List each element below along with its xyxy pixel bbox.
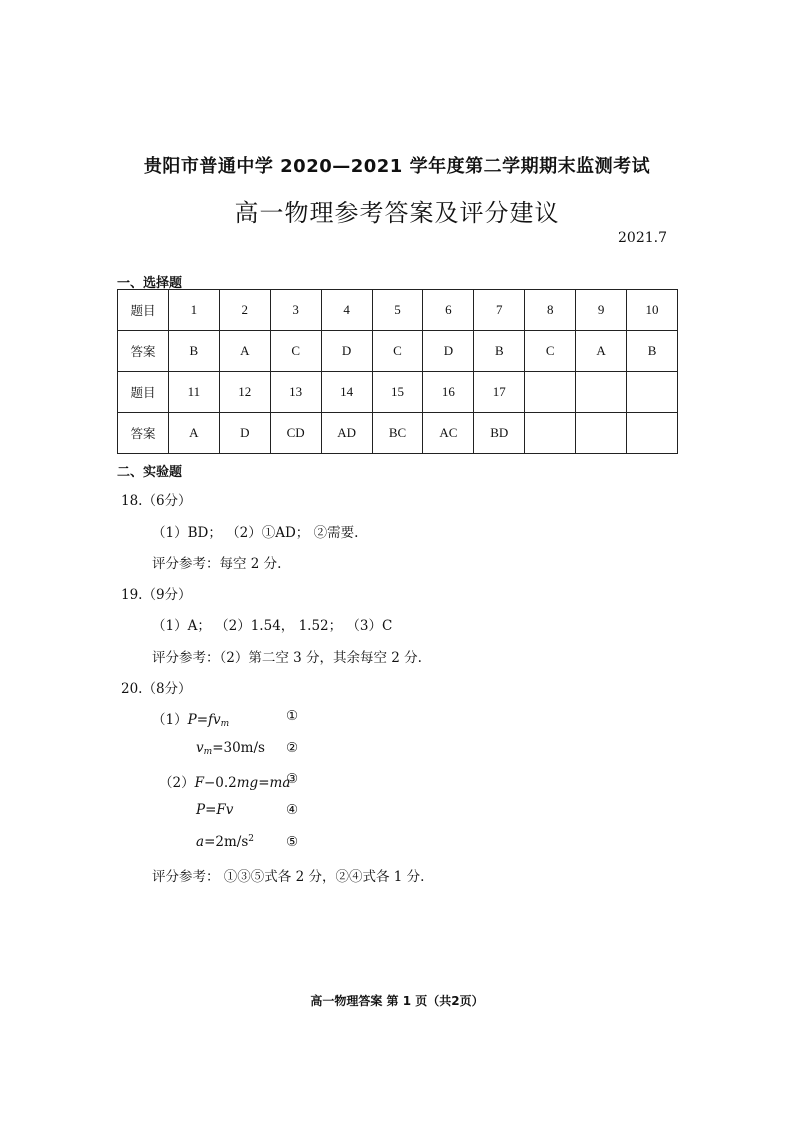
- table-cell: 9: [576, 290, 627, 331]
- symbol-Fv: Fv: [216, 802, 234, 818]
- q20-score: 评分参考： ①③⑤式各 2 分，②④式各 1 分.: [152, 869, 425, 885]
- table-cell: C: [525, 331, 576, 372]
- table-cell: C: [372, 331, 423, 372]
- table-cell: 12: [219, 372, 270, 413]
- table-cell: D: [219, 413, 270, 454]
- table-cell: [627, 372, 678, 413]
- table-cell: 15: [372, 372, 423, 413]
- eq3-mid: −0.2: [203, 775, 237, 791]
- exam-title: 贵阳市普通中学 2020—2021 学年度第二学期期末监测考试: [143, 156, 651, 177]
- table-cell: 8: [525, 290, 576, 331]
- symbol-f: f: [208, 712, 213, 728]
- q18-answer: （1）BD； （2）①AD； ②需要.: [152, 525, 359, 541]
- eq5-rest: =2m/s: [204, 834, 249, 850]
- table-cell: A: [219, 331, 270, 372]
- table-cell: A: [168, 413, 219, 454]
- symbol-ma: ma: [269, 775, 291, 791]
- table-cell: 1: [168, 290, 219, 331]
- equals-sign: =: [205, 802, 217, 818]
- subscript-m: m: [220, 719, 230, 729]
- q19-answer: （1）A； （2）1.54， 1.52； （3）C: [152, 618, 393, 634]
- symbol-mg: mg: [236, 775, 259, 791]
- section-choice-heading: 一、选择题: [117, 276, 183, 291]
- symbol-a: a: [196, 834, 205, 850]
- answer-table: [117, 289, 678, 454]
- table-cell: B: [168, 331, 219, 372]
- symbol-v: v: [196, 740, 204, 756]
- part1-label: （1）: [152, 712, 188, 728]
- eq2-mark: ②: [286, 740, 299, 756]
- eq5-mark: ⑤: [286, 834, 299, 850]
- table-cell: 11: [168, 372, 219, 413]
- q20-eq5: [196, 834, 254, 850]
- table-row: [118, 372, 678, 413]
- table-cell: AC: [423, 413, 474, 454]
- eq3-mark: ③: [286, 771, 299, 787]
- table-cell: 5: [372, 290, 423, 331]
- table-cell: C: [270, 331, 321, 372]
- superscript-2: 2: [248, 834, 254, 844]
- document-date: 2021.7: [618, 230, 667, 246]
- table-cell: 16: [423, 372, 474, 413]
- table-cell: [627, 413, 678, 454]
- table-cell: [576, 413, 627, 454]
- symbol-v: v: [213, 712, 221, 728]
- table-row: [118, 331, 678, 372]
- row-label-question: 题目: [118, 372, 169, 413]
- table-cell: 10: [627, 290, 678, 331]
- q20-eq2: [196, 740, 265, 757]
- symbol-P: P: [196, 802, 206, 818]
- equals-sign: =: [258, 775, 270, 791]
- table-cell: 4: [321, 290, 372, 331]
- table-cell: [525, 413, 576, 454]
- document-subtitle: 高一物理参考答案及评分建议: [234, 199, 560, 227]
- table-row: [118, 290, 678, 331]
- table-cell: AD: [321, 413, 372, 454]
- table-cell: [525, 372, 576, 413]
- q20-title: 20.（8分）: [121, 681, 192, 697]
- part2-label: （2）: [159, 775, 195, 791]
- table-cell: B: [474, 331, 525, 372]
- eq1-mark: ①: [286, 708, 299, 724]
- q20-eq3: [159, 771, 290, 791]
- table-cell: 2: [219, 290, 270, 331]
- table-cell: 13: [270, 372, 321, 413]
- table-cell: B: [627, 331, 678, 372]
- equals-sign: =: [196, 712, 208, 728]
- table-cell: 17: [474, 372, 525, 413]
- table-cell: [576, 372, 627, 413]
- table-cell: 6: [423, 290, 474, 331]
- table-cell: CD: [270, 413, 321, 454]
- subscript-m: m: [203, 747, 213, 757]
- page-footer: 高一物理答案 第 1 页（共2页）: [310, 994, 484, 1008]
- table-cell: D: [321, 331, 372, 372]
- table-cell: 7: [474, 290, 525, 331]
- table-cell: BD: [474, 413, 525, 454]
- table-cell: A: [576, 331, 627, 372]
- q20-eq1: [152, 708, 229, 729]
- row-label-question: 题目: [118, 290, 169, 331]
- row-label-answer: 答案: [118, 331, 169, 372]
- q19-score: 评分参考：（2）第二空 3 分，其余每空 2 分.: [152, 650, 422, 666]
- section-experiment-heading: 二、实验题: [117, 465, 183, 480]
- table-cell: BC: [372, 413, 423, 454]
- table-row: [118, 413, 678, 454]
- q20-eq4: [196, 802, 233, 818]
- q18-title: 18.（6分）: [121, 493, 192, 509]
- symbol-P: P: [187, 712, 197, 728]
- q18-score: 评分参考：每空 2 分.: [152, 556, 282, 572]
- row-label-answer: 答案: [118, 413, 169, 454]
- symbol-F: F: [194, 775, 204, 791]
- table-cell: D: [423, 331, 474, 372]
- q19-title: 19.（9分）: [121, 587, 192, 603]
- eq4-mark: ④: [286, 802, 299, 818]
- table-cell: 3: [270, 290, 321, 331]
- eq2-rest: =30m/s: [212, 740, 265, 756]
- table-cell: 14: [321, 372, 372, 413]
